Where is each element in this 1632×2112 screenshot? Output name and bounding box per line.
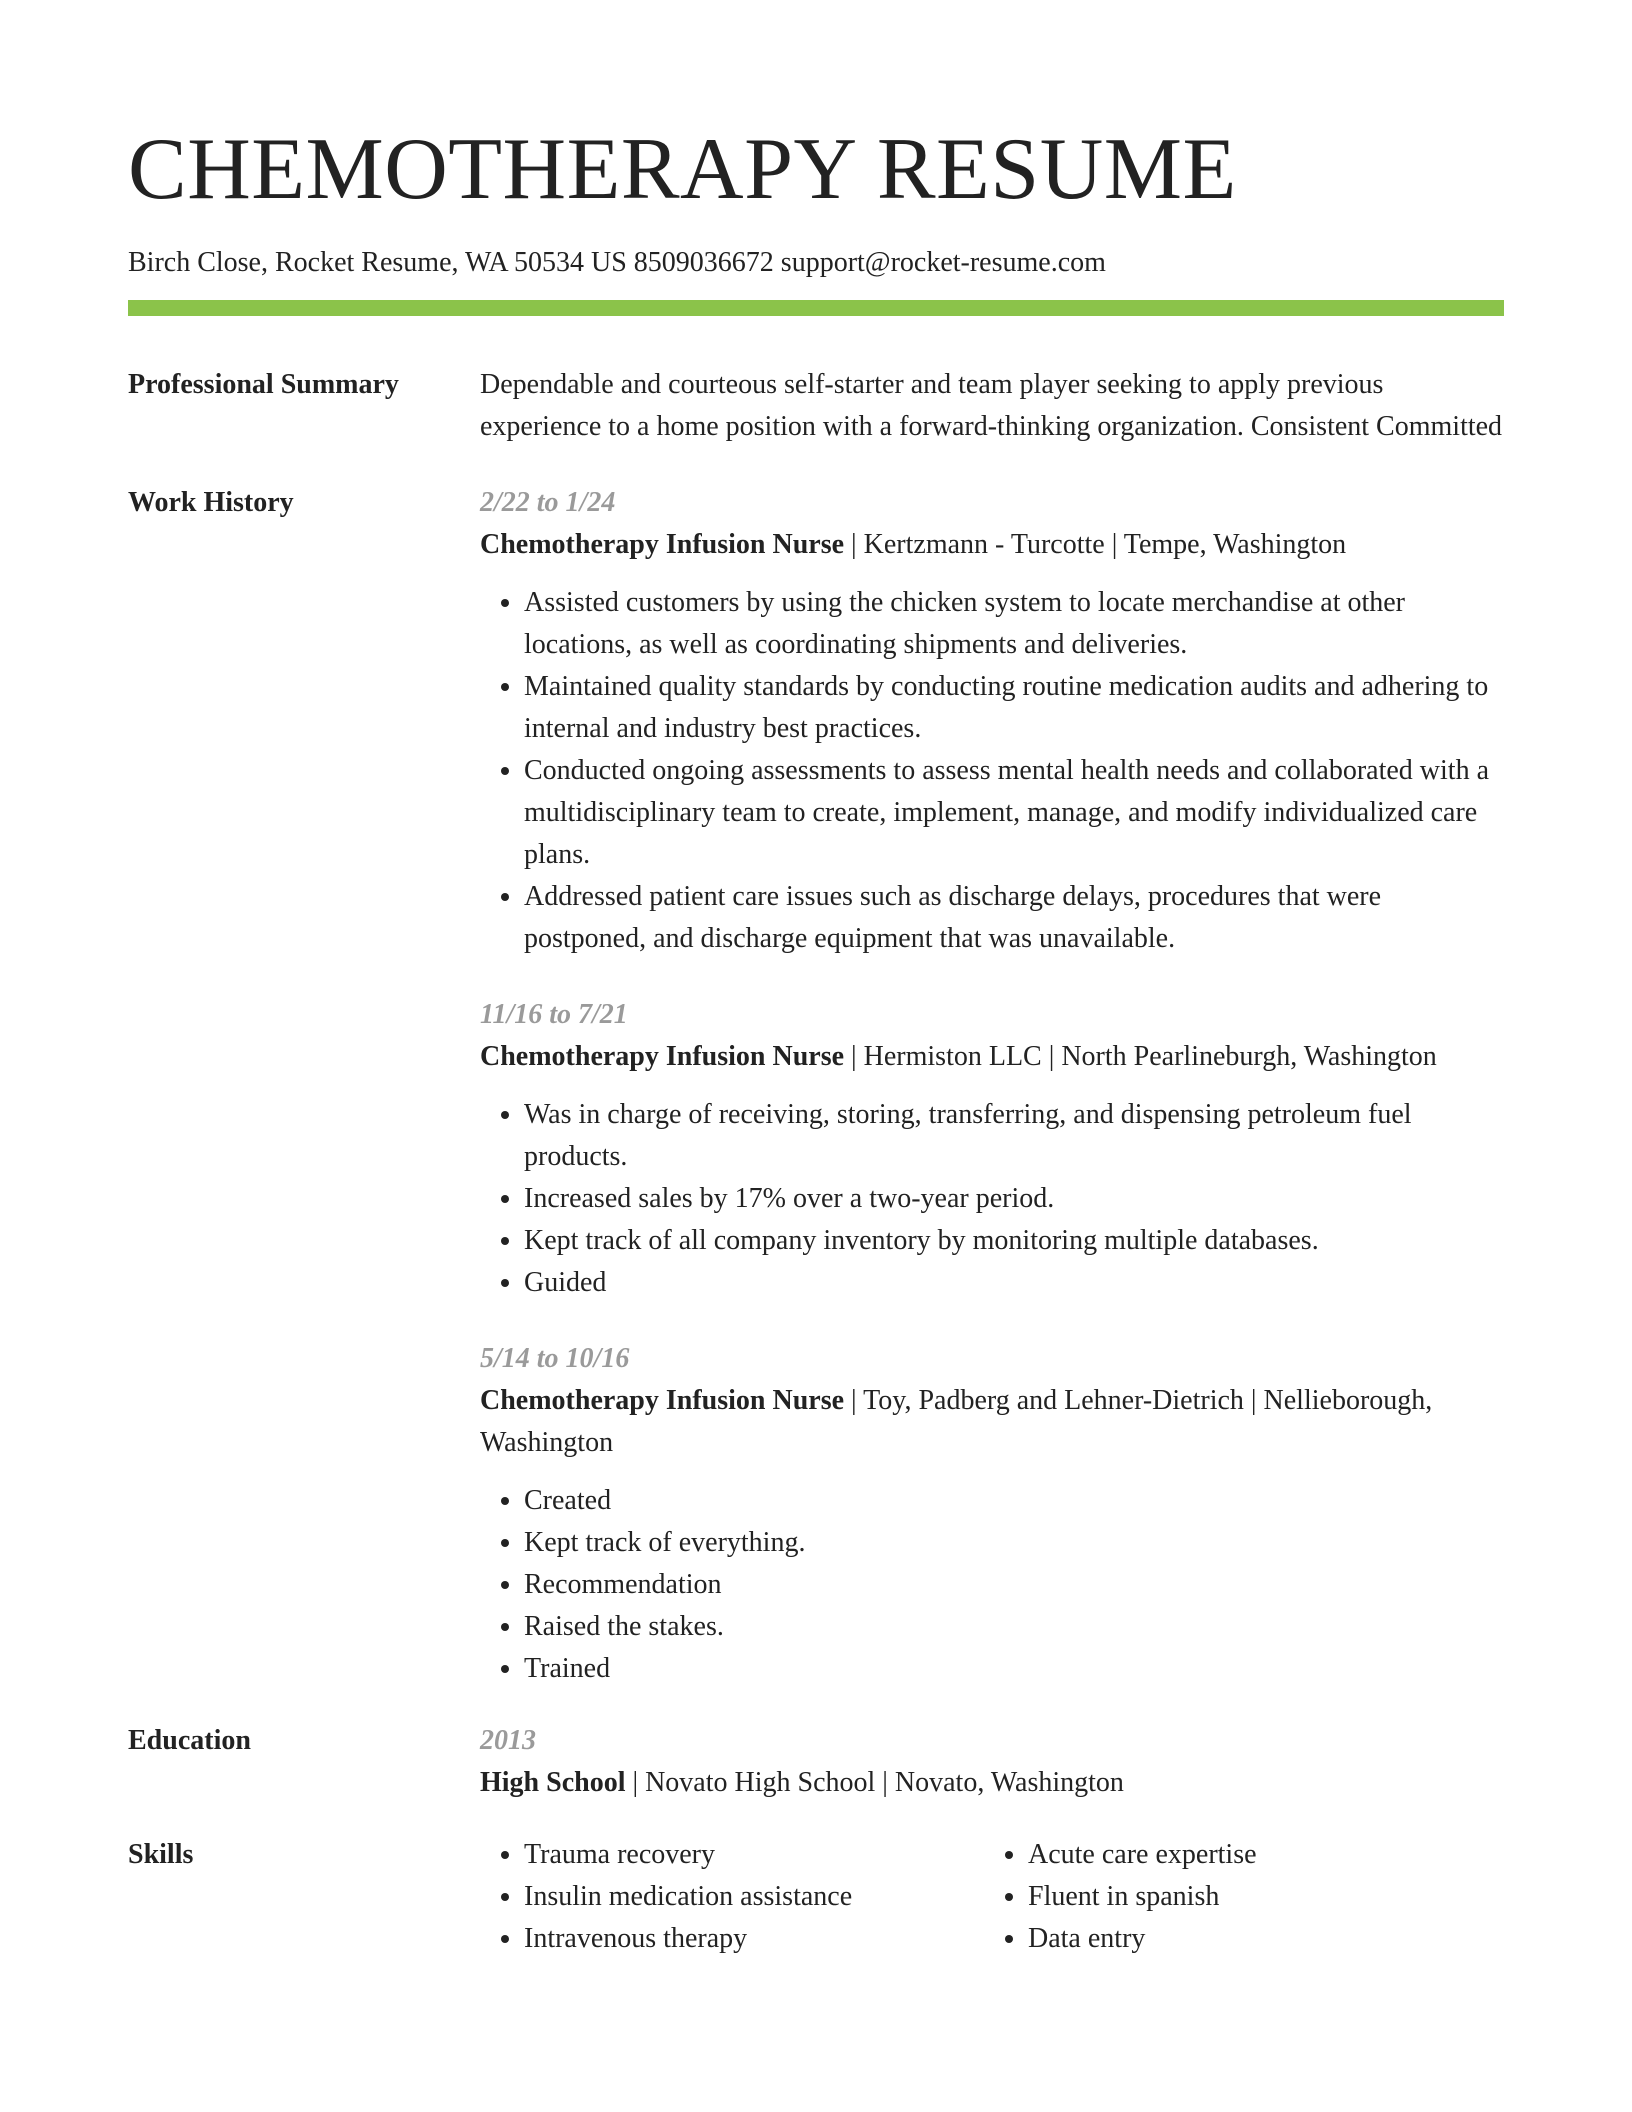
job-bullet: • Trained — [524, 1648, 1504, 1690]
job-bullet: • Guided — [524, 1262, 1504, 1304]
job-bullets — [480, 1480, 1504, 1690]
job-bullets — [480, 582, 1504, 960]
section-label-education: Education — [128, 1725, 251, 1756]
summary-text: Dependable and courteous self-starter and team player seeking to apply previous experience to a home position with a forward-thinking organization. Consistent Committed — [480, 369, 1503, 442]
job-entry — [480, 482, 1504, 960]
skills-column-right — [984, 1834, 1488, 1960]
job-role-line — [480, 524, 1504, 566]
job-bullets — [480, 1094, 1504, 1304]
professional-summary-section — [128, 364, 1504, 448]
education-school-location: | Novato High School | Novato, Washington — [625, 1767, 1124, 1798]
education-entry — [480, 1720, 1504, 1804]
job-bullet: • Maintained quality standards by conducting routine medication audits and adhering to internal and industry best practices. — [524, 666, 1504, 750]
job-dates: 5/14 to 10/16 — [480, 1343, 630, 1374]
skills-grid — [480, 1834, 1504, 1960]
job-dates: 2/22 to 1/24 — [480, 487, 616, 518]
job-employer-location: | Toy, Padberg and Lehner-Dietrich | Nellieborough, Washington — [480, 1385, 1433, 1458]
section-label-summary: Professional Summary — [128, 369, 399, 400]
section-label-skills: Skills — [128, 1839, 194, 1870]
job-bullet: • Kept track of everything. — [524, 1522, 1504, 1564]
job-bullet: • Created — [524, 1480, 1504, 1522]
education-year: 2013 — [480, 1725, 536, 1756]
job-bullet: • Assisted customers by using the chicken system to locate merchandise at other locations, as well as coordinating shipments and deliveries. — [524, 582, 1504, 666]
education-section — [128, 1720, 1504, 1804]
skills-column-left — [480, 1834, 984, 1960]
resume-page — [128, 118, 1504, 1960]
job-entry — [480, 994, 1504, 1304]
work-history-list — [480, 482, 1504, 1690]
skill-item: • Trauma recovery — [524, 1834, 984, 1876]
job-bullet: • Recommendation — [524, 1564, 1504, 1606]
job-entry — [480, 1338, 1504, 1690]
job-role-line — [480, 1380, 1504, 1464]
work-history-section — [128, 482, 1504, 1690]
job-bullet: • Raised the stakes. — [524, 1606, 1504, 1648]
job-employer-location: | Kertzmann - Turcotte | Tempe, Washington — [844, 529, 1347, 560]
job-bullet: • Addressed patient care issues such as discharge delays, procedures that were postponed, and discharge equipment that was unavailable. — [524, 876, 1504, 960]
resume-title: CHEMOTHERAPY RESUME — [128, 121, 1237, 218]
contact-line: Birch Close, Rocket Resume, WA 50534 US 8509036672 support@rocket-resume.com — [128, 247, 1106, 278]
job-dates: 11/16 to 7/21 — [480, 999, 628, 1030]
skill-item: • Fluent in spanish — [1028, 1876, 1488, 1918]
job-title: Chemotherapy Infusion Nurse — [480, 529, 845, 560]
job-role-line — [480, 1036, 1504, 1078]
job-employer-location: | Hermiston LLC | North Pearlineburgh, Washington — [844, 1041, 1437, 1072]
skills-section — [128, 1834, 1504, 1960]
job-title: Chemotherapy Infusion Nurse — [480, 1385, 845, 1416]
job-bullet: • Kept track of all company inventory by monitoring multiple databases. — [524, 1220, 1504, 1262]
skill-item: • Data entry — [1028, 1918, 1488, 1960]
education-line — [480, 1762, 1504, 1804]
accent-divider — [128, 300, 1504, 316]
job-bullet: • Was in charge of receiving, storing, transferring, and dispensing petroleum fuel products. — [524, 1094, 1504, 1178]
skill-item: • Insulin medication assistance — [524, 1876, 984, 1918]
job-bullet: • Conducted ongoing assessments to assess mental health needs and collaborated with a multidisciplinary team to create, implement, manage, and modify individualized care plans. — [524, 750, 1504, 876]
skill-item: • Intravenous therapy — [524, 1918, 984, 1960]
job-bullet: • Increased sales by 17% over a two-year period. — [524, 1178, 1504, 1220]
job-title: Chemotherapy Infusion Nurse — [480, 1041, 845, 1072]
section-label-work: Work History — [128, 487, 294, 518]
education-degree: High School — [480, 1767, 626, 1798]
skill-item: • Acute care expertise — [1028, 1834, 1488, 1876]
